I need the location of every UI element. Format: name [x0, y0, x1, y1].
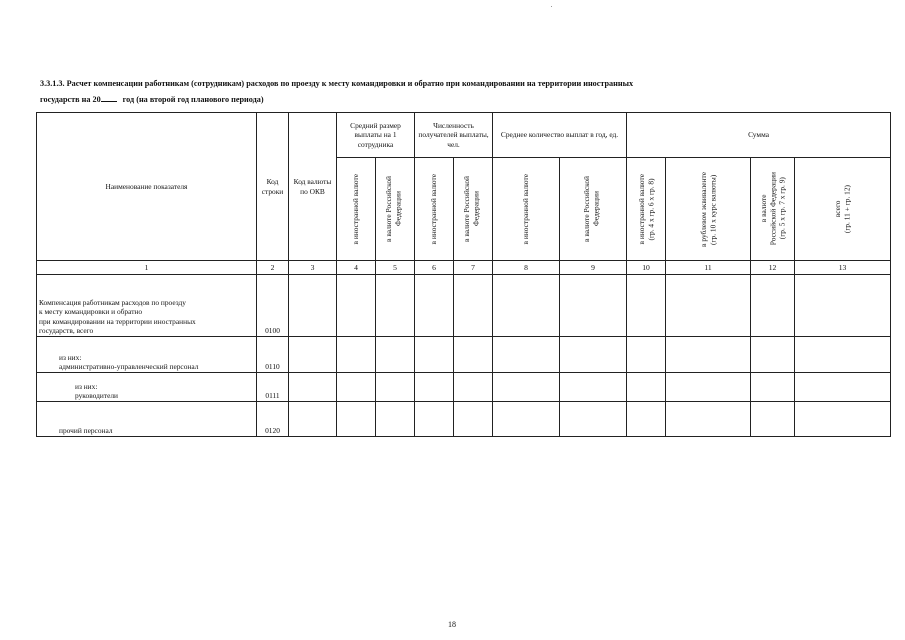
table-row-0111	[37, 373, 891, 402]
data-cell[interactable]	[454, 337, 493, 373]
data-cell[interactable]	[376, 402, 415, 437]
column-number: 11	[666, 261, 751, 275]
header-col-10: в иностранной валюте (гр. 4 х гр. 6 х гр. 8)	[627, 158, 666, 261]
section-heading	[40, 76, 880, 108]
header-col-13: всего (гр. 11 + гр. 12)	[795, 158, 891, 261]
header-name: Наименование показателя	[37, 113, 257, 261]
data-cell[interactable]	[337, 275, 376, 337]
data-cell[interactable]	[337, 373, 376, 402]
data-cell[interactable]	[376, 337, 415, 373]
data-cell[interactable]	[289, 402, 337, 437]
header-col-7: в валюте Российской Федерации	[454, 158, 493, 261]
header-avg-count: Среднее количество выплат в год, ед.	[493, 113, 627, 158]
header-col-5: в валюте Российской Федерации	[376, 158, 415, 261]
data-cell[interactable]	[795, 373, 891, 402]
table-row-0100	[37, 275, 891, 337]
column-number: 8	[493, 261, 560, 275]
data-cell[interactable]	[560, 373, 627, 402]
data-cell[interactable]	[493, 337, 560, 373]
data-cell[interactable]	[751, 275, 795, 337]
data-cell[interactable]	[666, 337, 751, 373]
column-number: 6	[415, 261, 454, 275]
data-cell[interactable]	[493, 275, 560, 337]
data-cell[interactable]	[415, 373, 454, 402]
data-cell[interactable]	[289, 373, 337, 402]
row-label: Компенсация работникам расходов по проезду к месту командировки и обратно при командировании на территории иностранных государств, всего	[37, 275, 257, 337]
data-cell[interactable]	[289, 337, 337, 373]
data-cell[interactable]	[560, 275, 627, 337]
header-sum: Сумма	[627, 113, 891, 158]
header-col-11: в рублевом эквиваленте (гр. 10 х курс валюты)	[666, 158, 751, 261]
column-number: 5	[376, 261, 415, 275]
column-number-row	[37, 261, 891, 275]
data-cell[interactable]	[666, 373, 751, 402]
header-col-12: в валюте Российской Федерации (гр. 5 х гр. 7 х гр. 9)	[751, 158, 795, 261]
column-number: 4	[337, 261, 376, 275]
column-number: 13	[795, 261, 891, 275]
calculation-table	[36, 112, 891, 437]
data-cell[interactable]	[337, 402, 376, 437]
data-cell[interactable]	[454, 402, 493, 437]
heading-line-2-prefix: государств на 20	[40, 95, 101, 104]
heading-line-1: 3.3.1.3. Расчет компенсации работникам (сотрудникам) расходов по проезду к месту командировки и обратно при командировании на территории иностранных	[40, 79, 634, 88]
data-cell[interactable]	[666, 402, 751, 437]
data-cell[interactable]	[415, 337, 454, 373]
column-number: 1	[37, 261, 257, 275]
data-cell[interactable]	[751, 402, 795, 437]
heading-line-2-suffix: год (на второй год планового периода)	[122, 95, 264, 104]
column-number: 12	[751, 261, 795, 275]
data-cell[interactable]	[627, 373, 666, 402]
page-number: 18	[448, 620, 456, 629]
data-cell[interactable]	[751, 373, 795, 402]
data-cell[interactable]	[454, 275, 493, 337]
data-cell[interactable]	[627, 275, 666, 337]
data-cell[interactable]	[795, 402, 891, 437]
column-number: 9	[560, 261, 627, 275]
table-row-0110	[37, 337, 891, 373]
data-cell[interactable]	[627, 337, 666, 373]
data-cell[interactable]	[795, 337, 891, 373]
header-col-6: в иностранной валюте	[415, 158, 454, 261]
header-col-8: в иностранной валюте	[493, 158, 560, 261]
table-row-0120	[37, 402, 891, 437]
data-cell[interactable]	[493, 402, 560, 437]
column-number: 10	[627, 261, 666, 275]
row-code: 0111	[257, 373, 289, 402]
data-cell[interactable]	[560, 402, 627, 437]
row-label: из них: руководители	[37, 373, 257, 402]
column-number: 3	[289, 261, 337, 275]
scan-speck	[551, 6, 552, 7]
header-row-1	[37, 113, 891, 158]
column-number: 7	[454, 261, 493, 275]
header-currency-code: Код валюты по ОКВ	[289, 113, 337, 261]
data-cell[interactable]	[627, 402, 666, 437]
year-blank	[101, 92, 117, 102]
data-cell[interactable]	[454, 373, 493, 402]
header-avg-payment: Средний размер выплаты на 1 сотрудника	[337, 113, 415, 158]
data-cell[interactable]	[493, 373, 560, 402]
data-cell[interactable]	[415, 275, 454, 337]
data-cell[interactable]	[560, 337, 627, 373]
data-cell[interactable]	[666, 275, 751, 337]
row-code: 0120	[257, 402, 289, 437]
heading-line-2	[40, 92, 880, 108]
data-cell[interactable]	[376, 275, 415, 337]
data-cell[interactable]	[337, 337, 376, 373]
header-col-9: в валюте Российской Федерации	[560, 158, 627, 261]
column-number: 2	[257, 261, 289, 275]
data-cell[interactable]	[289, 275, 337, 337]
data-cell[interactable]	[795, 275, 891, 337]
row-code: 0100	[257, 275, 289, 337]
row-label: прочий персонал	[37, 402, 257, 437]
data-cell[interactable]	[415, 402, 454, 437]
data-cell[interactable]	[751, 337, 795, 373]
data-cell[interactable]	[376, 373, 415, 402]
header-recipients: Численность получателей выплаты, чел.	[415, 113, 493, 158]
header-row-code: Код строки	[257, 113, 289, 261]
header-col-4: в иностранной валюте	[337, 158, 376, 261]
row-code: 0110	[257, 337, 289, 373]
row-label: из них: административно-управленческий персонал	[37, 337, 257, 373]
